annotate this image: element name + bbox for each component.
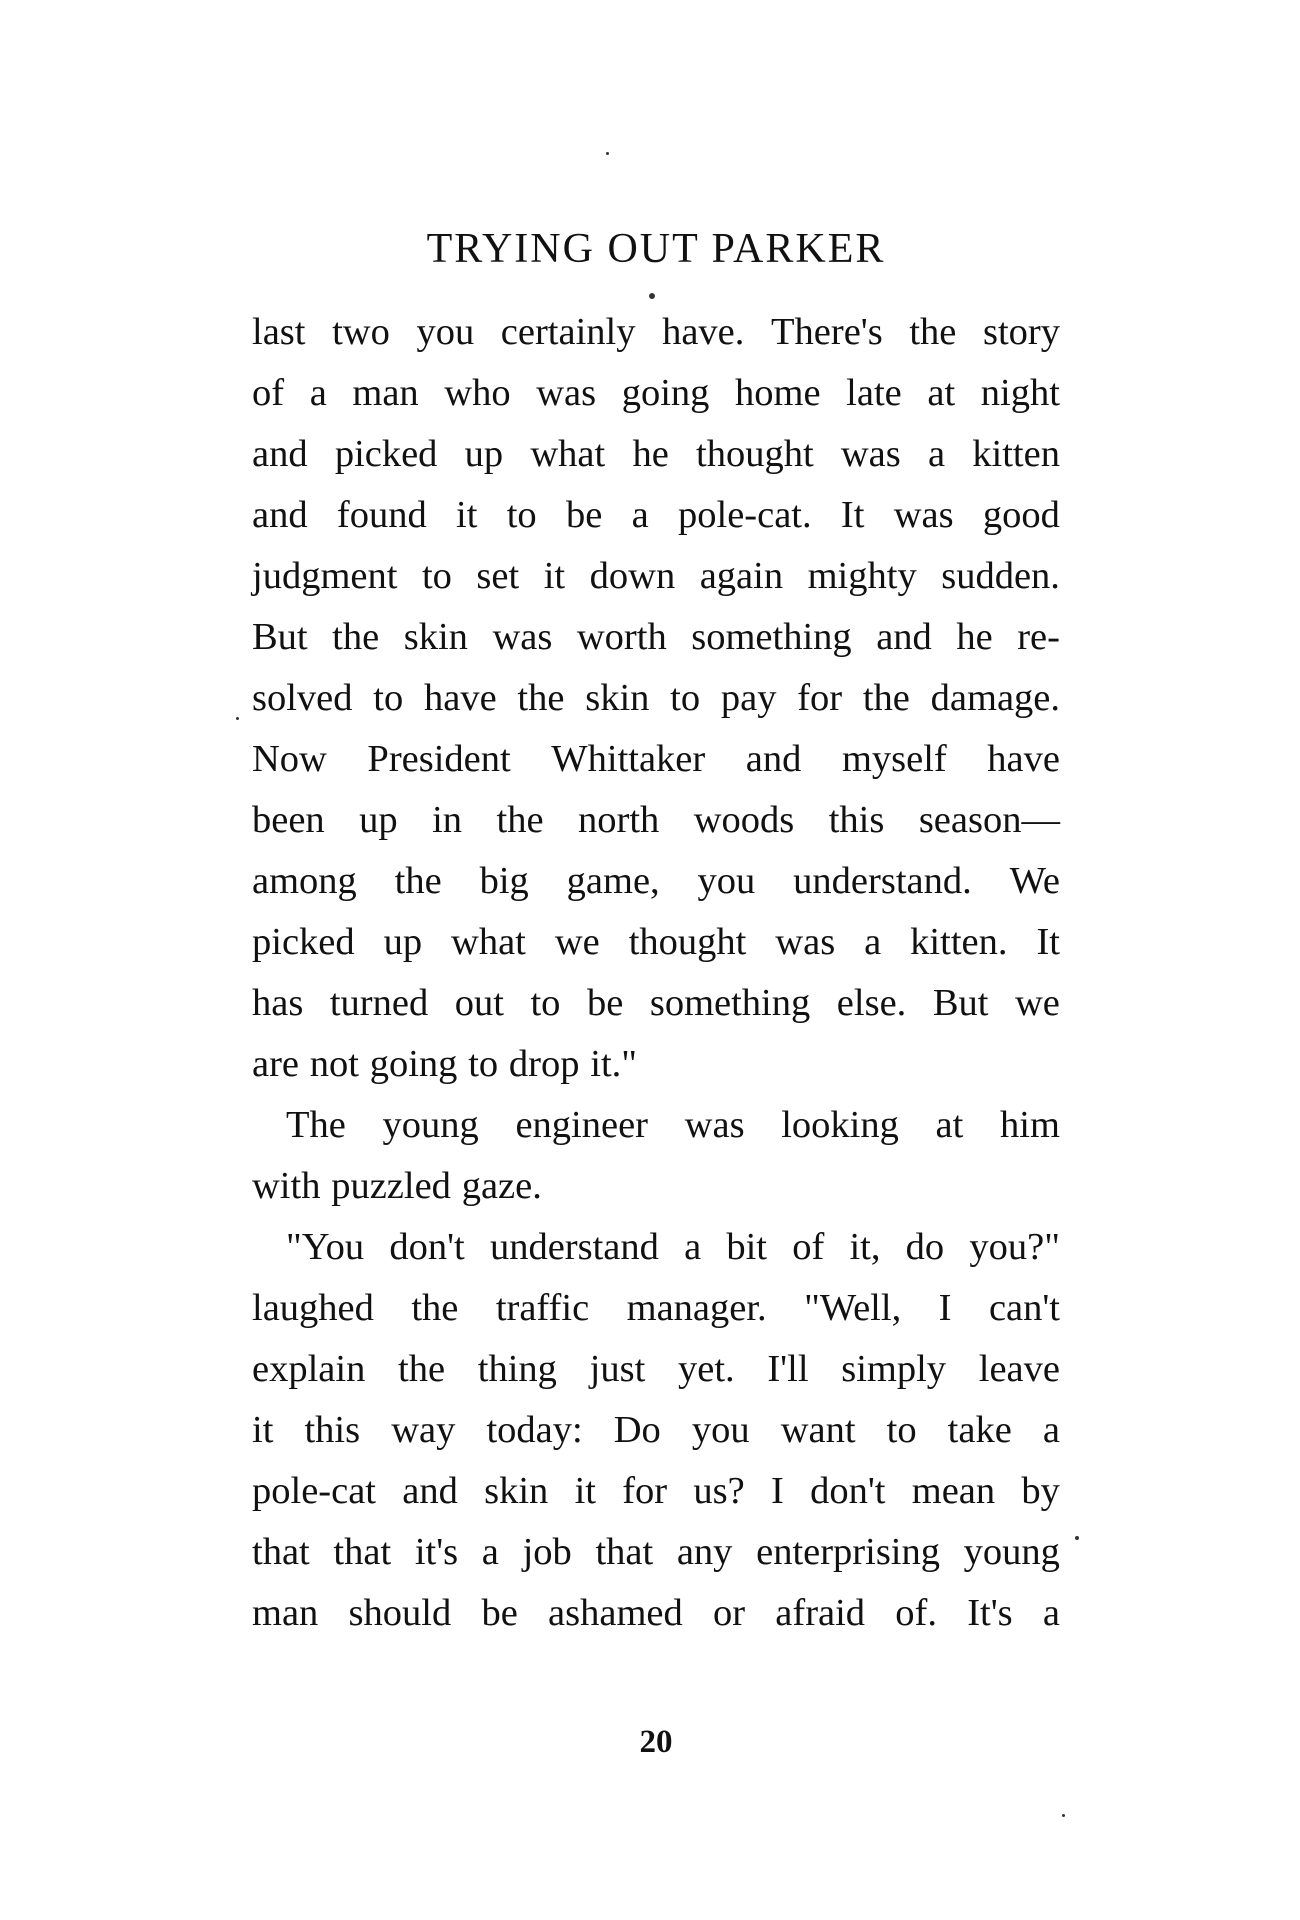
- text-line: [252, 1339, 1060, 1400]
- text-line: [252, 607, 1060, 668]
- word: are: [252, 1043, 299, 1085]
- word: we: [554, 921, 600, 963]
- word: I'll: [767, 1348, 809, 1390]
- word: and: [402, 1470, 458, 1512]
- word: kitten.: [910, 921, 1008, 963]
- page-number: 20: [639, 1724, 673, 1760]
- word: looking: [781, 1104, 899, 1146]
- word: puzzled: [331, 1165, 451, 1207]
- word: to: [530, 982, 561, 1024]
- word: of.: [895, 1592, 937, 1634]
- word: judgment: [252, 555, 398, 597]
- word: the: [398, 1348, 446, 1390]
- word: it: [252, 1409, 274, 1451]
- word: what: [451, 921, 526, 963]
- word: was: [684, 1104, 745, 1146]
- word: skin: [585, 677, 650, 719]
- word: and: [745, 738, 802, 780]
- word: explain: [252, 1348, 366, 1390]
- word: this: [304, 1409, 361, 1451]
- word: picked: [334, 433, 438, 475]
- word: thing: [477, 1348, 557, 1390]
- word: bit: [726, 1226, 767, 1268]
- print-speck: [236, 717, 239, 720]
- word: traffic: [495, 1287, 590, 1329]
- word: the: [909, 311, 957, 353]
- word: us?: [693, 1470, 745, 1512]
- word: "You: [286, 1226, 365, 1268]
- word: take: [947, 1409, 1012, 1451]
- word: last: [252, 311, 306, 353]
- word: young: [963, 1531, 1060, 1573]
- word: that: [333, 1531, 392, 1573]
- word: in: [432, 799, 463, 841]
- word: to: [506, 494, 537, 536]
- word: don't: [810, 1470, 886, 1512]
- word: else.: [836, 982, 907, 1024]
- word: kitten: [972, 433, 1060, 475]
- word: to: [421, 555, 452, 597]
- word: understand.: [793, 860, 972, 902]
- word: It: [840, 494, 865, 536]
- word: pay: [720, 677, 777, 719]
- print-speck: [1062, 1814, 1065, 1817]
- text-line: [252, 363, 1060, 424]
- word: he: [956, 616, 993, 658]
- word: woods: [693, 799, 795, 841]
- word: it,: [849, 1226, 881, 1268]
- word: this: [828, 799, 885, 841]
- word: again: [699, 555, 784, 597]
- word: be: [481, 1592, 518, 1634]
- word: a: [684, 1226, 702, 1268]
- text-line: [252, 729, 1060, 790]
- word: it's: [414, 1531, 459, 1573]
- text-line: [252, 485, 1060, 546]
- word: something: [691, 616, 852, 658]
- word: of: [792, 1226, 825, 1268]
- word: solved: [252, 677, 353, 719]
- word: a: [927, 433, 946, 475]
- word: a: [481, 1531, 499, 1573]
- word: job: [522, 1531, 572, 1573]
- word: has: [252, 982, 304, 1024]
- word: We: [1009, 860, 1060, 902]
- text-line: [252, 851, 1060, 912]
- word: manager.: [626, 1287, 767, 1329]
- word: going: [621, 372, 710, 414]
- word: simply: [841, 1348, 947, 1390]
- word: Do: [613, 1409, 661, 1451]
- word: But: [932, 982, 989, 1024]
- word: But: [252, 616, 308, 658]
- word: and: [252, 494, 308, 536]
- word: for: [622, 1470, 668, 1512]
- word: mighty: [807, 555, 917, 597]
- word: you: [416, 311, 475, 353]
- word: we: [1014, 982, 1060, 1024]
- word: have.: [662, 311, 745, 353]
- word: want: [780, 1409, 856, 1451]
- word: up: [359, 799, 398, 841]
- word: big: [479, 860, 529, 902]
- word: skin: [403, 616, 468, 658]
- print-speck: [1075, 1536, 1079, 1540]
- word: for: [797, 677, 843, 719]
- word: it: [574, 1470, 596, 1512]
- text-line: [252, 1217, 1060, 1278]
- word: season—: [918, 799, 1060, 841]
- word: yet.: [677, 1348, 735, 1390]
- word: enterprising: [756, 1531, 940, 1573]
- text-line: [252, 1522, 1060, 1583]
- word: thought: [696, 433, 814, 475]
- word: be: [565, 494, 603, 536]
- word: mean: [911, 1470, 996, 1512]
- word: home: [735, 372, 821, 414]
- word: the: [332, 616, 380, 658]
- word: It's: [967, 1592, 1013, 1634]
- word: two: [332, 311, 390, 353]
- word: laughed: [252, 1287, 374, 1329]
- word: was: [893, 494, 954, 536]
- text-line: [252, 1278, 1060, 1339]
- word: was: [775, 921, 836, 963]
- word: do: [905, 1226, 945, 1268]
- word: sudden.: [941, 555, 1060, 597]
- word: a: [1042, 1409, 1060, 1451]
- print-speck: [606, 152, 609, 155]
- word: north: [578, 799, 660, 841]
- word: it: [543, 555, 566, 597]
- word: that: [595, 1531, 654, 1573]
- word: a: [309, 372, 327, 414]
- word: gaze.: [461, 1165, 542, 1207]
- word: ashamed: [548, 1592, 683, 1634]
- word: man: [352, 372, 419, 414]
- word: I: [771, 1470, 784, 1512]
- text-line: [252, 546, 1060, 607]
- word: President: [367, 738, 511, 780]
- word: a: [1042, 1592, 1060, 1634]
- body-text: [252, 302, 1060, 1644]
- word: by: [1021, 1470, 1060, 1512]
- word: understand: [489, 1226, 659, 1268]
- word: be: [586, 982, 624, 1024]
- word: at: [927, 372, 956, 414]
- word: afraid: [775, 1592, 866, 1634]
- word: going: [369, 1043, 458, 1085]
- word: was: [492, 616, 553, 658]
- print-speck: [649, 293, 655, 299]
- word: late: [846, 372, 902, 414]
- word: story: [982, 311, 1060, 353]
- word: to: [670, 677, 701, 719]
- word: among: [252, 860, 357, 902]
- word: The: [286, 1104, 346, 1146]
- word: the: [411, 1287, 459, 1329]
- text-line: [252, 424, 1060, 485]
- word: it: [456, 494, 478, 536]
- text-line: [252, 1400, 1060, 1461]
- word: him: [1000, 1104, 1060, 1146]
- text-line: [252, 1156, 1060, 1217]
- word: the: [517, 677, 565, 719]
- word: have: [987, 738, 1060, 780]
- word: who: [444, 372, 511, 414]
- word: skin: [484, 1470, 549, 1512]
- word: found: [336, 494, 427, 536]
- word: "Well,: [804, 1287, 902, 1329]
- word: drop: [508, 1043, 580, 1085]
- word: worth: [576, 616, 667, 658]
- text-line: [252, 1034, 1060, 1095]
- word: the: [394, 860, 442, 902]
- word: turned: [329, 982, 429, 1024]
- word: set: [476, 555, 520, 597]
- word: you: [691, 1409, 750, 1451]
- word: a: [864, 921, 882, 963]
- word: any: [676, 1531, 733, 1573]
- word: it.": [590, 1043, 637, 1085]
- word: engineer: [515, 1104, 648, 1146]
- word: can't: [988, 1287, 1060, 1329]
- word: pole-cat.: [678, 494, 812, 536]
- word: certainly: [500, 311, 636, 353]
- word: man: [252, 1592, 319, 1634]
- word: pole-cat: [252, 1470, 376, 1512]
- word: something: [649, 982, 811, 1024]
- word: good: [982, 494, 1060, 536]
- running-head: TRYING OUT PARKER: [426, 226, 886, 272]
- word: at: [935, 1104, 964, 1146]
- word: was: [536, 372, 597, 414]
- word: you: [697, 860, 756, 902]
- word: up: [464, 433, 504, 475]
- word: the: [496, 799, 544, 841]
- word: to: [373, 677, 404, 719]
- word: way: [391, 1409, 456, 1451]
- word: myself: [841, 738, 947, 780]
- word: Whittaker: [551, 738, 706, 780]
- word: It: [1036, 921, 1060, 963]
- word: the: [862, 677, 910, 719]
- word: night: [980, 372, 1060, 414]
- text-line: [252, 912, 1060, 973]
- word: There's: [771, 311, 883, 353]
- word: with: [252, 1165, 321, 1207]
- word: just: [589, 1348, 646, 1390]
- word: of: [252, 372, 285, 414]
- word: picked: [252, 921, 355, 963]
- word: to: [468, 1043, 499, 1085]
- word: damage.: [930, 677, 1060, 719]
- word: young: [382, 1104, 479, 1146]
- text-line: [252, 1461, 1060, 1522]
- word: game,: [566, 860, 660, 902]
- word: thought: [628, 921, 747, 963]
- word: he: [632, 433, 669, 475]
- word: what: [530, 433, 606, 475]
- word: was: [840, 433, 901, 475]
- word: and: [252, 433, 308, 475]
- word: and: [876, 616, 932, 658]
- word: down: [589, 555, 676, 597]
- text-line: [252, 1095, 1060, 1156]
- text-line: [252, 973, 1060, 1034]
- word: should: [348, 1592, 452, 1634]
- word: today:: [486, 1409, 583, 1451]
- text-line: [252, 302, 1060, 363]
- word: Now: [252, 738, 327, 780]
- word: a: [631, 494, 649, 536]
- word: you?": [969, 1226, 1060, 1268]
- word: leave: [978, 1348, 1060, 1390]
- word: I: [938, 1287, 952, 1329]
- text-line: [252, 790, 1060, 851]
- text-line: [252, 1583, 1060, 1644]
- text-line: [252, 668, 1060, 729]
- word: not: [309, 1043, 359, 1085]
- word: up: [383, 921, 423, 963]
- word: or: [712, 1592, 746, 1634]
- word: to: [886, 1409, 917, 1451]
- word: don't: [389, 1226, 465, 1268]
- word: re-: [1017, 616, 1060, 658]
- word: that: [252, 1531, 310, 1573]
- word: been: [252, 799, 325, 841]
- word: have: [423, 677, 497, 719]
- word: out: [454, 982, 504, 1024]
